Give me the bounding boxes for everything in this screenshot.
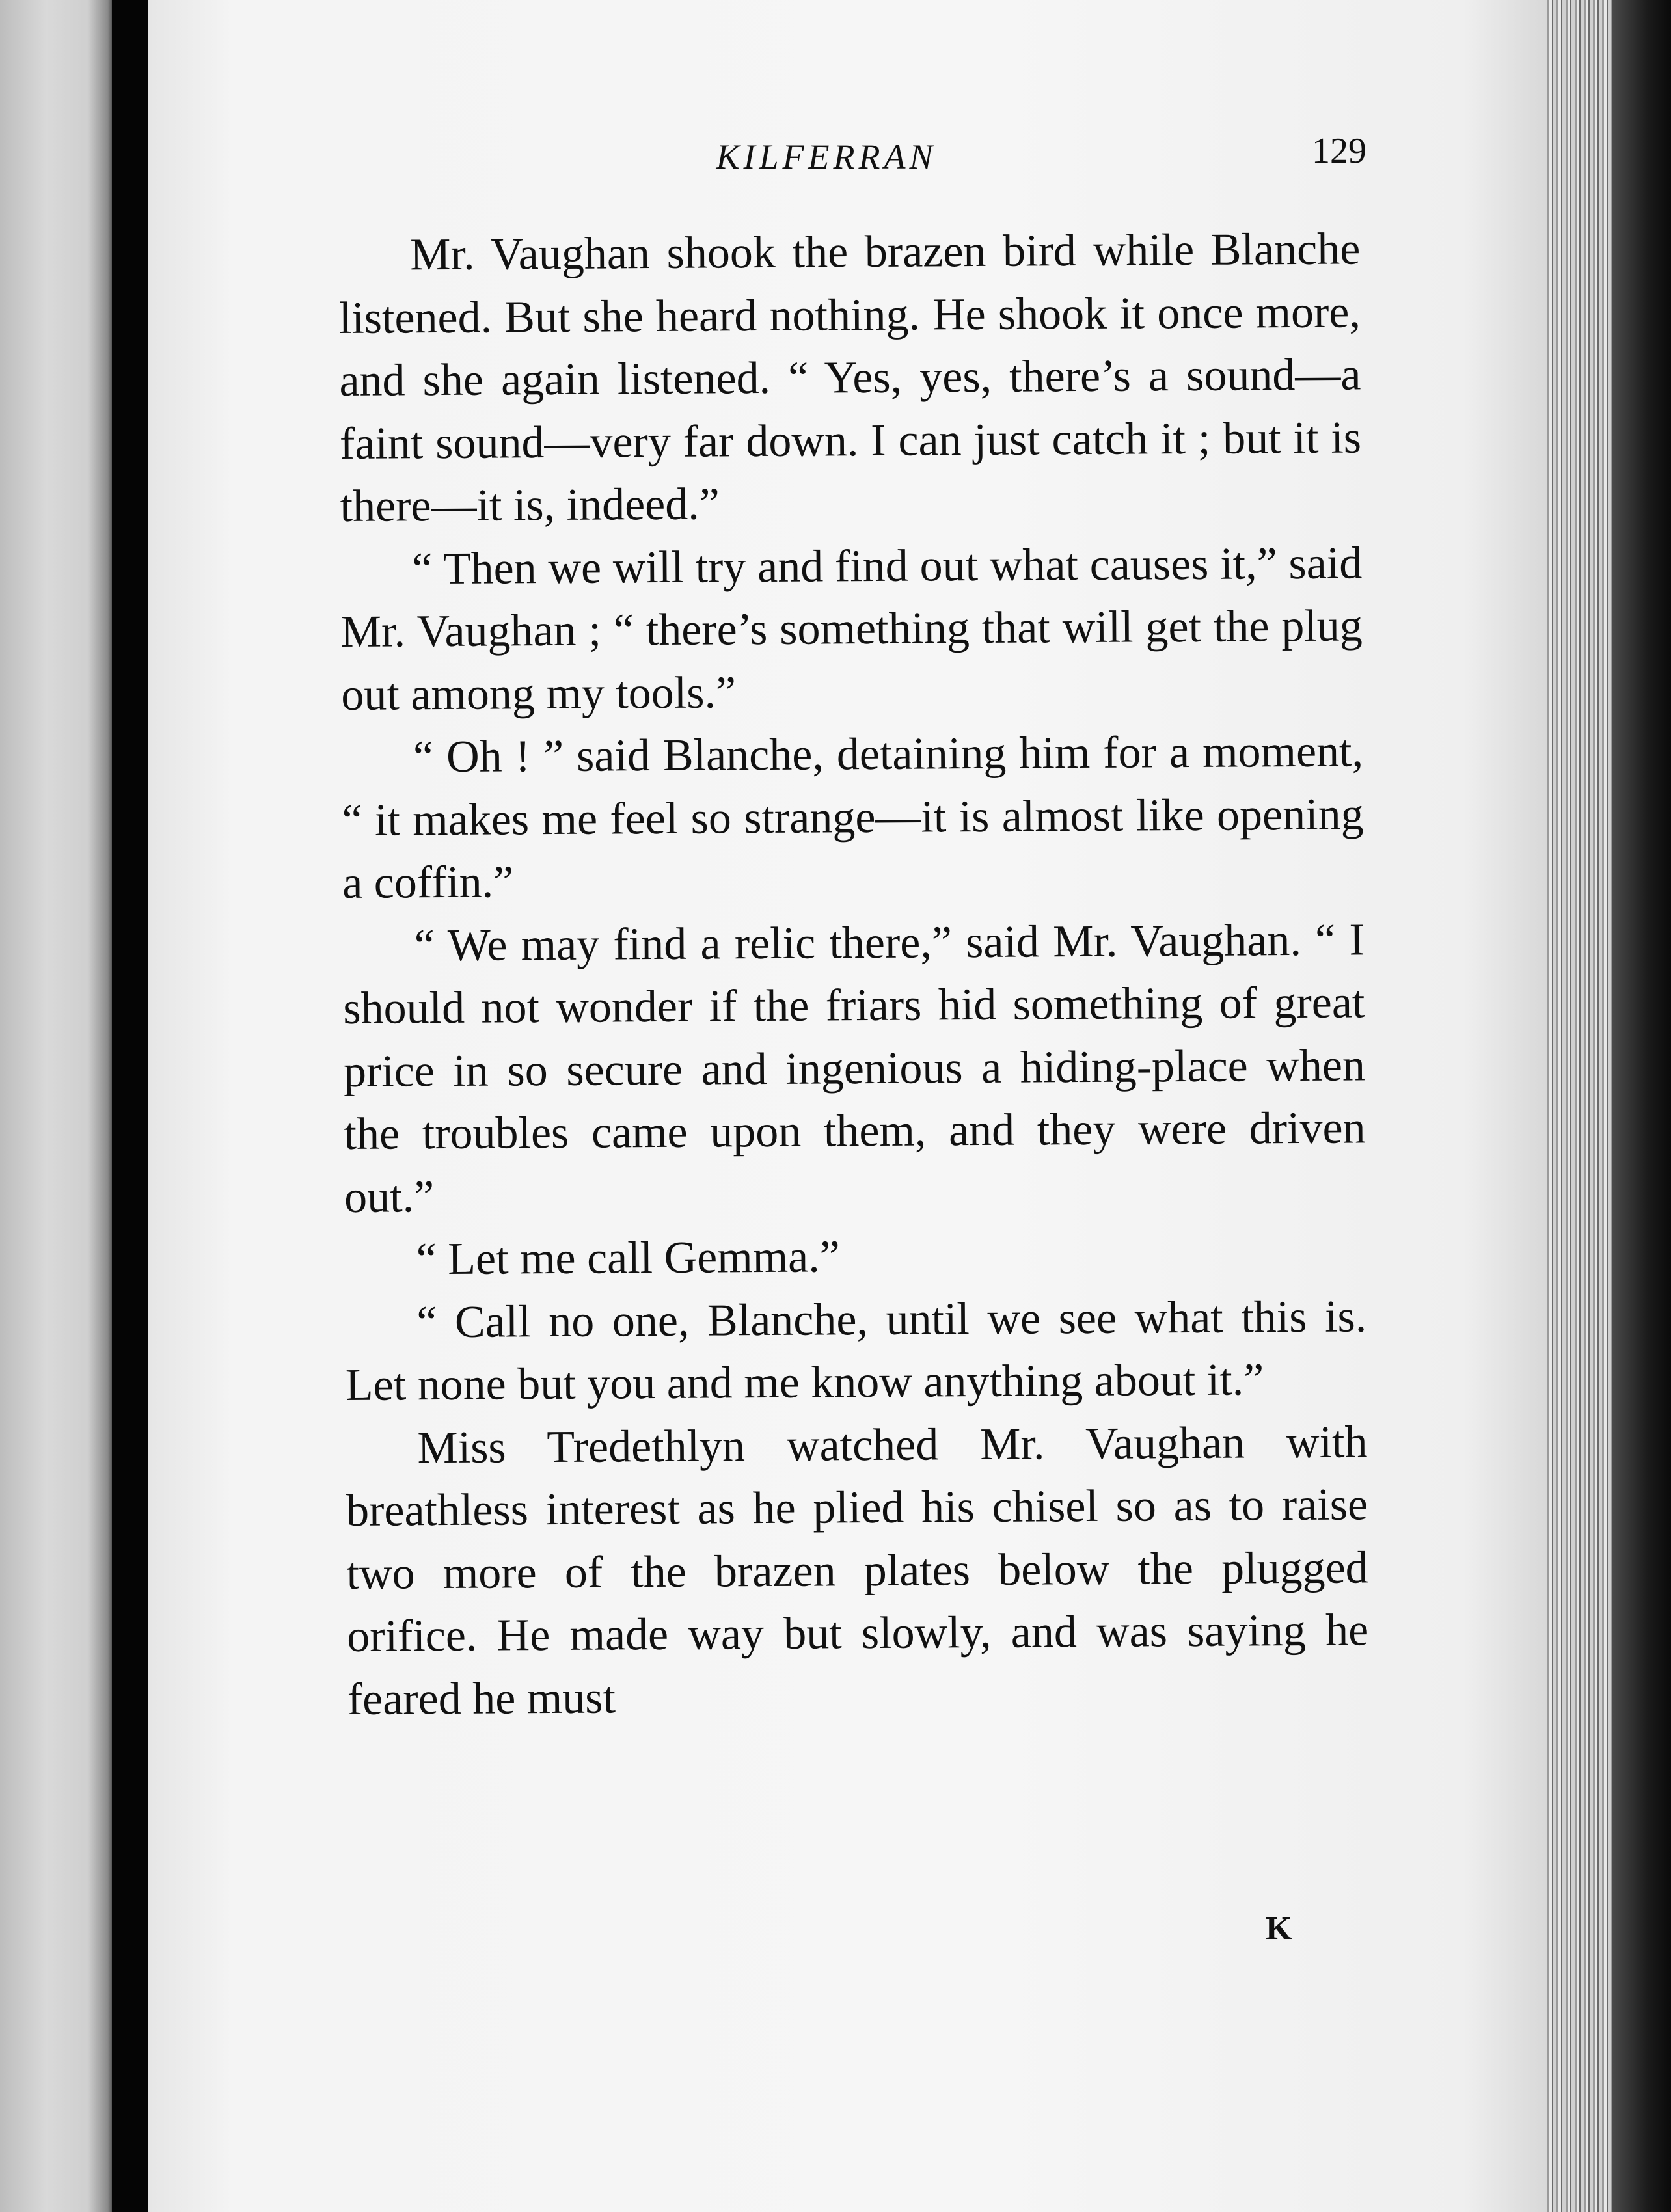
- signature-mark: K: [1266, 1910, 1292, 1947]
- running-title: KILFERRAN: [716, 137, 937, 176]
- paragraph: “ Call no one, Blanche, until we see what this is. Let none but you and me know anything about it.”: [345, 1291, 1367, 1410]
- paragraph: “ We may find a relic there,” said Mr. Vaughan. “ I should not wonder if the friars hid something of great price in so secure and ingenious a hiding-place when the troubles came upon them, and they were driven out.”: [343, 914, 1366, 1222]
- paragraph: Mr. Vaughan shook the brazen bird while Blanche listened. But she heard nothing. He shook it once more, and she again listened. “ Yes, yes, there’s a sound—a faint sound—very far down. I can just catch it ; but it is there—it is, indeed.”: [338, 224, 1362, 532]
- paragraph: “ Then we will try and find out what causes it,” said Mr. Vaughan ; “ there’s something that will get the plug out among my tools.”: [340, 537, 1363, 720]
- paragraph: “ Oh ! ” said Blanche, detaining him for a moment, “ it makes me feel so strange—it is almost like opening a coffin.”: [342, 726, 1364, 908]
- book-gutter: [112, 0, 151, 2212]
- book-cover-edge: [1612, 0, 1671, 2212]
- page-number: 129: [1312, 131, 1366, 171]
- body-text: [338, 218, 1369, 1731]
- paragraph: “ Let me call Gemma.”: [416, 1232, 841, 1285]
- paragraph: Miss Tredethlyn watched Mr. Vaughan with breathless interest as he plied his chisel so as to raise two more of the brazen plates below the plugged orifice. He made way but slowly, and was saying he feared he must: [346, 1416, 1369, 1725]
- facing-page-edge: [0, 0, 117, 2212]
